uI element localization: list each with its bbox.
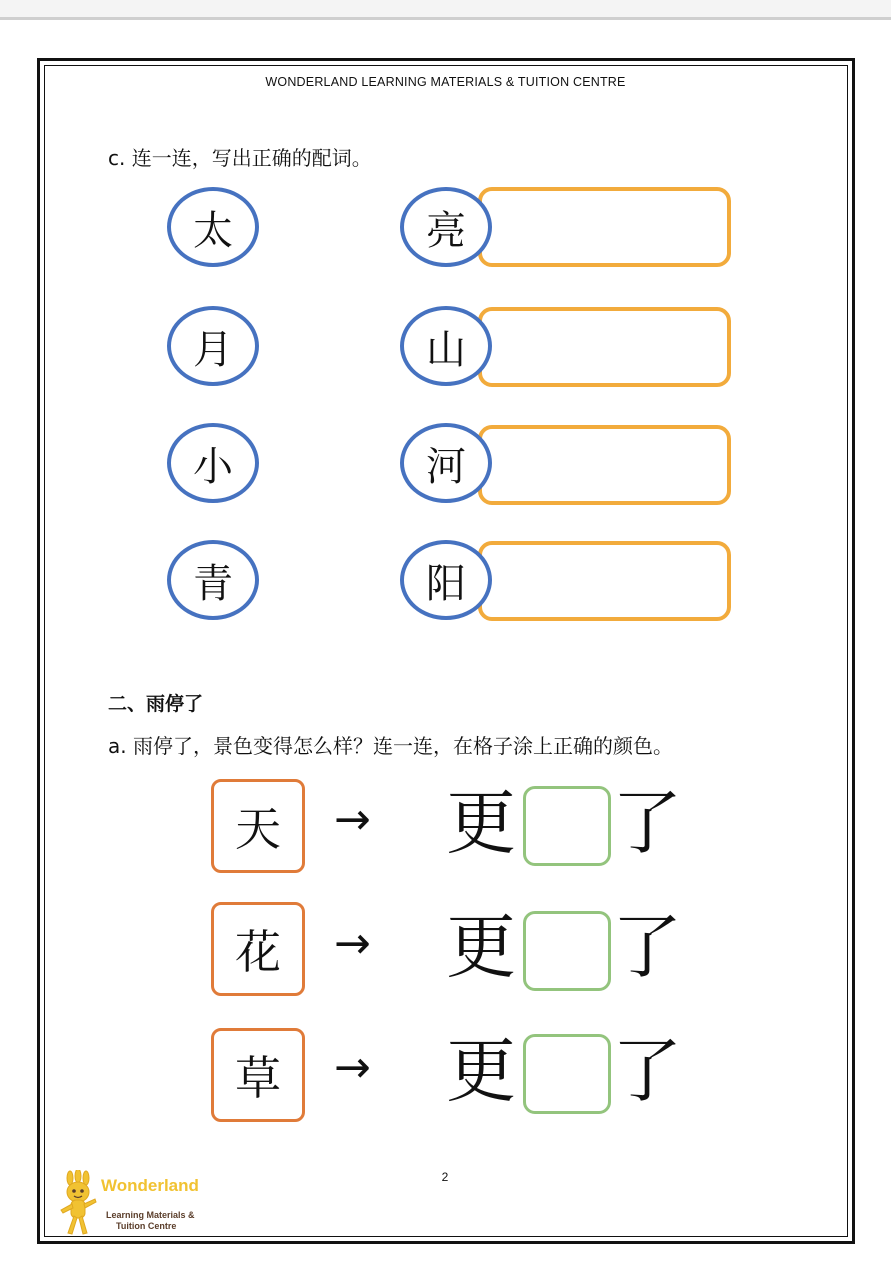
arrow-2: → [334, 918, 371, 969]
word-geng-1: 更 [446, 782, 516, 864]
left-char: 小 [193, 443, 233, 490]
logo-subtitle-2: Tuition Centre [116, 1221, 177, 1231]
word-le-2: 了 [612, 906, 682, 988]
left-circle-3[interactable] [167, 423, 259, 503]
page-header: WONDERLAND LEARNING MATERIALS & TUITION CENTRE [265, 75, 626, 89]
instruction-a: a. 雨停了，景色变得怎么样？连一连，在格子涂上正确的颜色。 [108, 734, 673, 758]
answer-box-2[interactable] [478, 307, 731, 387]
instruction-c: c. 连一连，写出正确的配词。 [108, 146, 372, 170]
left-char: 青 [193, 560, 233, 607]
left-circle-1[interactable] [167, 187, 259, 267]
wonderland-logo [56, 1170, 226, 1238]
word-le-3: 了 [612, 1030, 682, 1112]
right-char: 山 [426, 326, 466, 373]
left-circle-2[interactable] [167, 306, 259, 386]
char-square-3[interactable] [211, 1028, 305, 1122]
right-char: 河 [426, 443, 466, 490]
right-circle-1[interactable] [400, 187, 492, 267]
char-square-1[interactable] [211, 779, 305, 873]
word-geng-3: 更 [446, 1030, 516, 1112]
answer-box-3[interactable] [478, 425, 731, 505]
square-char: 花 [235, 925, 281, 979]
square-char: 天 [235, 802, 281, 856]
word-le-1: 了 [612, 782, 682, 864]
right-char: 阳 [426, 560, 466, 607]
logo-wordmark: Wonderland [101, 1176, 199, 1195]
color-box-1[interactable] [523, 786, 611, 866]
right-circle-3[interactable] [400, 423, 492, 503]
arrow-1: → [334, 794, 371, 845]
right-char: 亮 [426, 207, 466, 254]
left-char: 月 [193, 326, 233, 373]
left-char: 太 [193, 207, 233, 254]
word-geng-2: 更 [446, 906, 516, 988]
arrow-3: → [334, 1042, 371, 1093]
left-circle-4[interactable] [167, 540, 259, 620]
top-rule [0, 0, 891, 20]
right-circle-4[interactable] [400, 540, 492, 620]
answer-box-1[interactable] [478, 187, 731, 267]
right-circle-2[interactable] [400, 306, 492, 386]
page-number: 2 [441, 1170, 449, 1184]
square-char: 草 [235, 1051, 281, 1105]
section-title: 二、雨停了 [108, 693, 204, 715]
logo-subtitle-1: Learning Materials & [106, 1210, 195, 1220]
color-box-2[interactable] [523, 911, 611, 991]
char-square-2[interactable] [211, 902, 305, 996]
answer-box-4[interactable] [478, 541, 731, 621]
mascot-icon [56, 1170, 100, 1238]
color-box-3[interactable] [523, 1034, 611, 1114]
